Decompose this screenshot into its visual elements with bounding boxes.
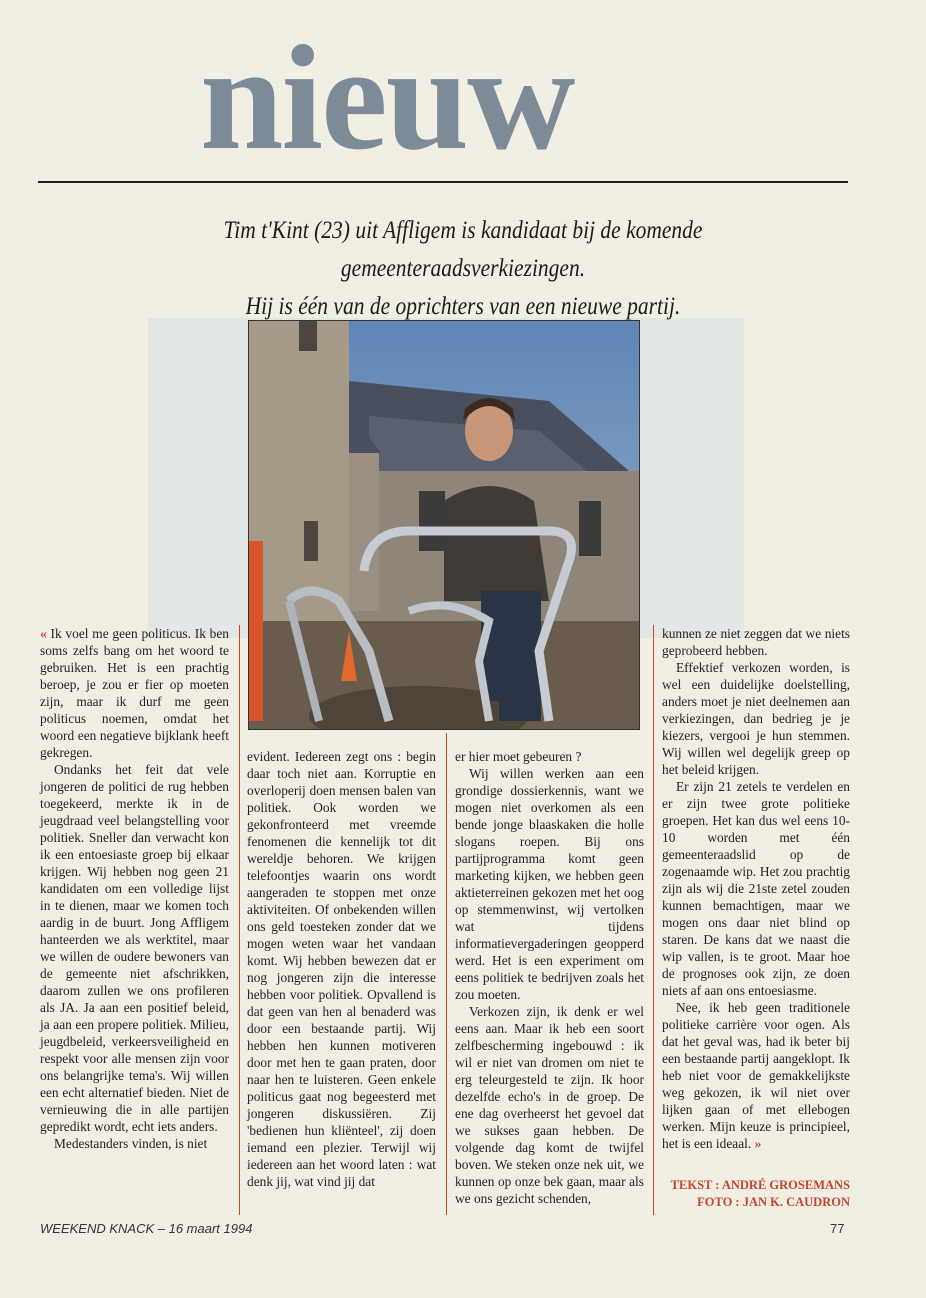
paragraph: Medestanders vinden, is niet [54, 1136, 208, 1151]
paragraph [40, 625, 229, 761]
photo-credit: FOTO : JAN K. CAUDRON [697, 1195, 850, 1209]
paragraph: Effektief verkozen worden, is wel een duidelijke doelstelling, anders moet je niet deelnemen aan verkiezingen, dan bedrieg je je kiezers, vergooi je hun stemmen. Wij willen wel degelijk greep op het beleid krijgen. [662, 660, 850, 777]
column-divider [239, 625, 240, 1215]
paragraph: Er zijn 21 zetels te verdelen en er zijn twee grote politieke groepen. Het kan dus wel eens 10-10 worden met één gemeenteraadslid op de zogenaamde wip. Het zou prachtig zijn als wij die 21ste zetel zouden kunnen bemachtigen, maar we mogen ons daar niet blind op staren. De kans dat we naast die wip vallen, is te groot. Maar hoe de prognoses ook zijn, ze doen niets af aan ons entoesiasme. [662, 779, 850, 998]
photo-illustration [249, 321, 639, 729]
masthead-rule [38, 181, 848, 183]
text-credit: TEKST : ANDRÉ GROSEMANS [670, 1178, 850, 1192]
section-masthead: nieuw [200, 15, 574, 181]
portrait-photo [248, 320, 640, 730]
paragraph: kunnen ze niet zeggen dat we niets geprobeerd hebben. [662, 626, 850, 658]
paragraph: er hier moet gebeuren ? [455, 749, 582, 764]
publication-folio: WEEKEND KNACK – 16 maart 1994 [40, 1221, 253, 1236]
article-credits [662, 1177, 850, 1211]
open-quote-mark: « [40, 626, 47, 641]
paragraph: Ondanks het feit dat vele jongeren de politici de rug hebben toegekeerd, merkte ik in de jeugdraad veel belangstelling voor politiek. Sneller dan verwacht kon ik een entoesiaste groep bij elkaar krijgen. Wij hebben nog geen 21 kandidaten om een volledige lijst in te dienen, maar we komen toch aardig in de buurt. Jong Affligem hanteerden we als werktitel, maar we willen de oudere bewoners van de gemeente niet afschrikken, daarom zullen we ons profileren als JA. Ja aan een positief beleid, ja aan een propere politiek. Milieu, jeugdbeleid, verkeersveiligheid en respekt voor alle mensen zijn voor ons belangrijke tema's. Wij willen een echt alternatief bieden. Niet de vernieuwing die in alle partijen gepredikt wordt, echt iets anders. [40, 762, 229, 1134]
page-number: 77 [830, 1221, 845, 1236]
paragraph: Verkozen zijn, ik denk er wel eens aan. Maar ik heb een soort zelfbescherming ingebouwd : ik wil er niet van dromen om niet te erg teleurgesteld te zijn. Ik hoor dezelfde echo's in de groep. De ene dag overheerst het gevoel dat we sukses gaan hebben. De volgende dag komt de twijfel boven. We steken onze nek uit, we kunnen op onze bek gaan, maar als we ons gezicht schenden, [455, 1004, 644, 1206]
close-quote-mark: » [754, 1136, 762, 1151]
paragraph: evident. Iedereen zegt ons : begin daar toch niet aan. Korruptie en overloperij doen mensen balen van politiek. Ook worden we gekonfronteerd met vreemde fenomenen die kennelijk tot dit wereldje behoren. We krijgen telefoontjes waarin ons wordt aangeraden te stoppen met onze aktiviteiten. Of onbekenden willen ons geld toesteken zonder dat we mogen weten waar het vandaan komt. Wij hebben bewezen dat er nog jongeren zijn die interesse hebben voor politiek. Opvallend is dat geen van hen al benaderd was door een bestaande partij. Wij hebben hen kunnen motiveren door met hen te gaan praten, door naar hen te luisteren. Geen enkele politicus gaat nog begeesterd met jongeren diskussiëren. Zij 'bedienen hun kliënteel', zij doen iemand een plezier. Terwijl wij iedereen aan het woord laten : wat denk jij, wat vind jij dat [247, 749, 436, 1189]
paragraph [662, 999, 850, 1152]
dek-line-1: Tim t'Kint (23) uit Affligem is kandidaat bij de komende gemeenteraadsverkiezingen. [223, 217, 703, 282]
body-column-3 [455, 748, 644, 1207]
paragraph-text: Nee, ik heb geen traditionele politieke carrière voor ogen. Als dat het geval was, had ik beter bij een bestaande partij aangeklopt. Ik heb niet voor de gemakkelijkste weg gekozen, ik wil niet over lijken gaan of met ellebogen werken. Mijn keuze is principieel, het is een ideaal. [662, 1000, 850, 1151]
article-dek [99, 212, 827, 326]
paragraph-text: Ik voel me geen politicus. Ik ben soms zelfs bang om het woord te gebruiken. Het is een prachtig beroep, je zou er fier op moeten zijn, maar ik durf me geen politicus noemen, omdat het woord een negatieve bijklank heeft gekregen. [40, 626, 230, 760]
body-column-4 [662, 625, 850, 1152]
body-column-2 [247, 748, 436, 1190]
paragraph: Wij willen werken aan een grondige dossierkennis, want we mogen niet overkomen als een bende jonge blaaskaken die holle slogans roepen. Bij ons partijprogramma komt geen marketing kijken, we hebben geen aktieterreinen gekozen met het oog op stemmenwinst, wij vertolken wat tijdens informatievergaderingen geopperd werd. Het is een experiment om eens politiek te bedrijven zoals het zou moeten. [455, 766, 644, 1002]
column-divider [446, 733, 447, 1215]
column-divider [653, 625, 654, 1215]
dek-line-2: Hij is één van de oprichters van een nieuwe partij. [245, 293, 681, 320]
body-column-1 [40, 625, 229, 1152]
